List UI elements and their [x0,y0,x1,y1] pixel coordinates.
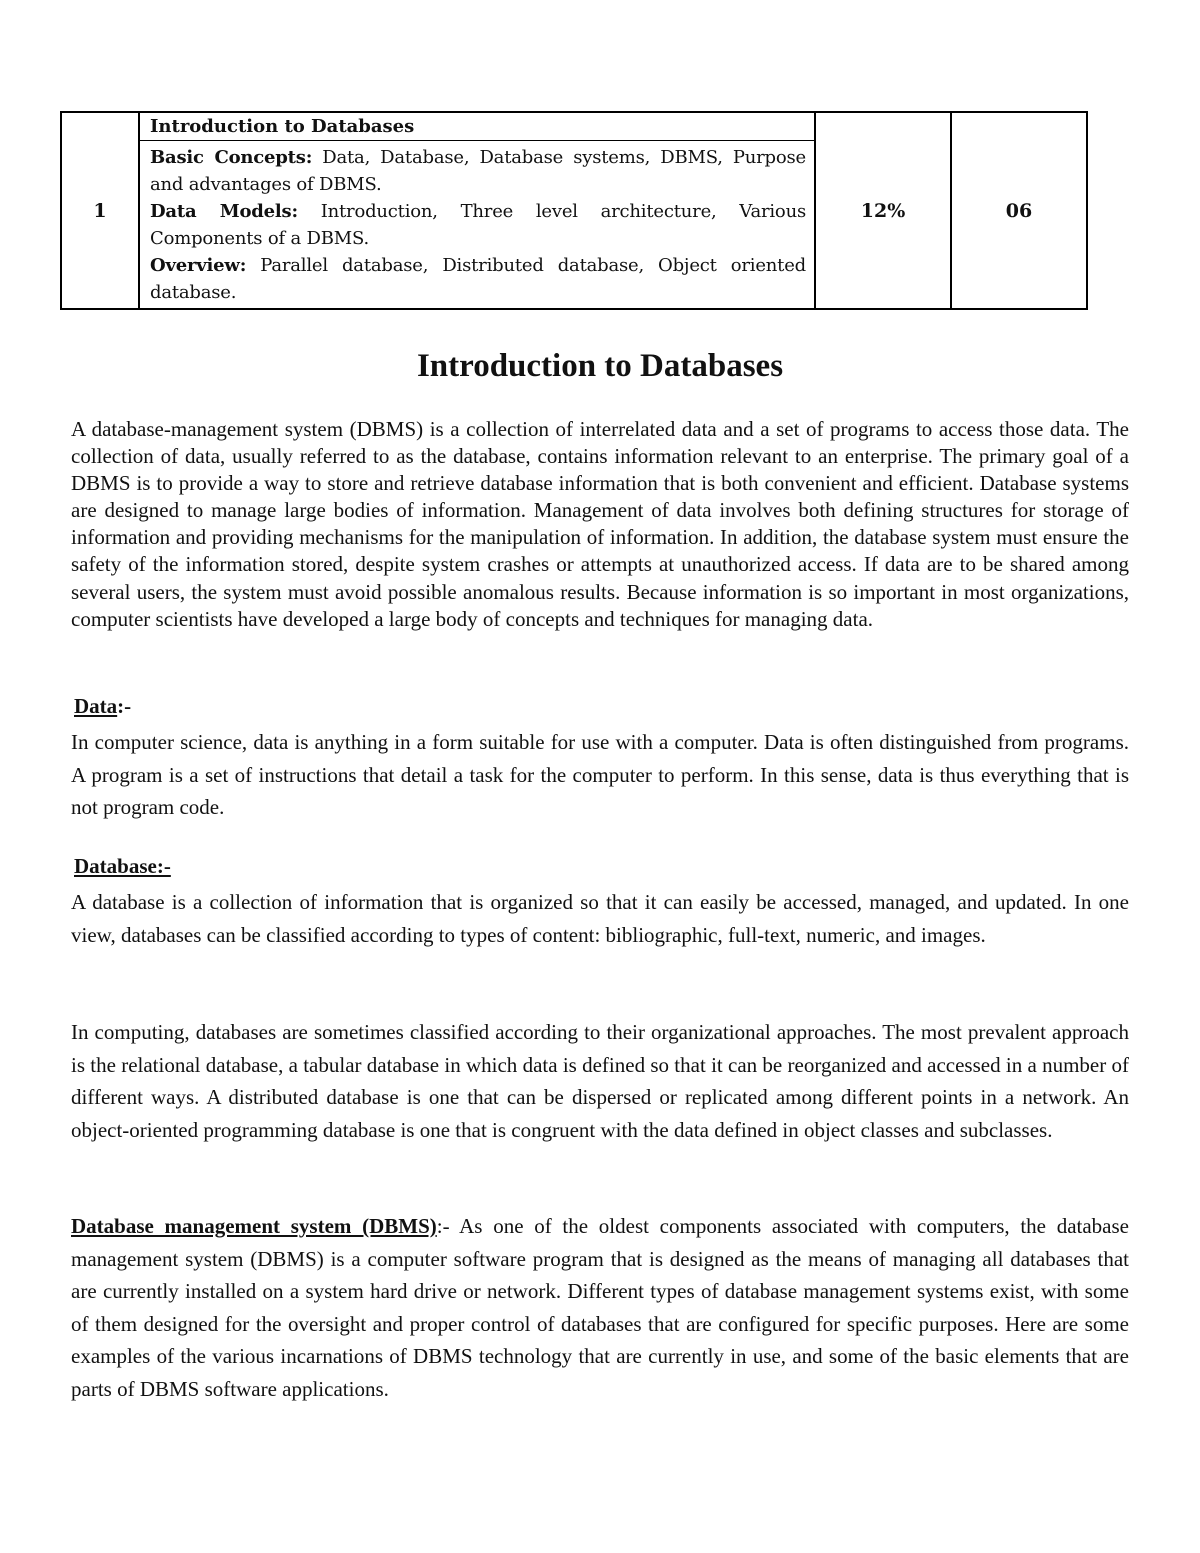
data-heading [74,694,131,719]
topic-overview [150,252,806,306]
unit-number: 1 [61,112,139,309]
data-heading-label: Data [74,694,118,718]
topic-data-models [150,198,806,252]
topic-label: Overview: [150,255,247,276]
topic-label: Data Models: [150,201,298,222]
topic-text: Introduction, Three level architecture, Various Components of a DBMS. [150,201,807,249]
dbms-label-suffix: :- [436,1214,450,1238]
database-heading [74,854,171,879]
data-definition: In computer science, data is anything in a form suitable for use with a computer. Data is often distinguished from programs. A program is a set of instructions that detail a task for the computer to perform. In this sense, data is thus everything that is not program code. [71,730,1129,819]
syllabus-row [61,112,1087,309]
syllabus-table [60,111,1088,310]
database-definition: A database is a collection of information that is organized so that it can easily be accessed, managed, and updated. In one view, databases can be classified according to types of content: bibliographic, full-text, numeric, and images. [71,890,1129,947]
topic-text: Parallel database, Distributed database, Object oriented database. [150,255,806,303]
intro-paragraph: A database-management system (DBMS) is a collection of interrelated data and a set of programs to access those data. The collection of data, usually referred to as the database, contains information relevant to an enterprise. The primary goal of a DBMS is to provide a way to store and retrieve database information that is both convenient and efficient. Database systems are designed to manage large bodies of information. Management of data involves both defining structures for storage of information and providing mechanisms for the manipulation of information. In addition, the database system must ensure the safety of the information stored, despite system crashes or attempts at unauthorized access. If data are to be shared among several users, the system must avoid possible anomalous results. Because information is so important in most organizations, computer scientists have developed a large body of concepts and techniques for managing data. [71,417,1129,631]
unit-description [139,112,815,309]
dbms-label: Database management system (DBMS) [71,1214,437,1238]
topic-text: Data, Database, Database systems, DBMS, Purpose and advantages of DBMS. [150,147,806,195]
data-heading-suffix: :- [117,694,132,718]
unit-weightage: 12% [815,112,951,309]
topic-label: Basic Concepts: [150,147,313,168]
topic-basic-concepts [150,144,806,198]
unit-title: Introduction to Databases [140,113,814,141]
unit-hours: 06 [951,112,1087,309]
database-heading-label: Database:- [74,854,171,878]
dbms-paragraph [71,1210,1129,1405]
page-title: Introduction to Databases [416,348,784,384]
dbms-text: As one of the oldest components associated with computers, the database management system (DBMS) is a computer software program that is designed as the means of managing all databases that are currently installed on a system hard drive or network. Different types of database management systems exist, with some of them designed for the oversight and proper control of databases that are configured for specific purposes. Here are some examples of the various incarnations of DBMS technology that are currently in use, and some of the basic elements that are parts of DBMS software applications. [71,1214,1129,1401]
unit-topics [150,141,806,308]
database-classification-paragraph: In computing, databases are sometimes classified according to their organizational approaches. The most prevalent approach is the relational database, a tabular database in which data is defined so that it can be reorganized and accessed in a number of different ways. A distributed database is one that can be dispersed or replicated among different points in a network. An object-oriented programming database is one that is congruent with the data defined in object classes and subclasses. [71,1020,1129,1142]
